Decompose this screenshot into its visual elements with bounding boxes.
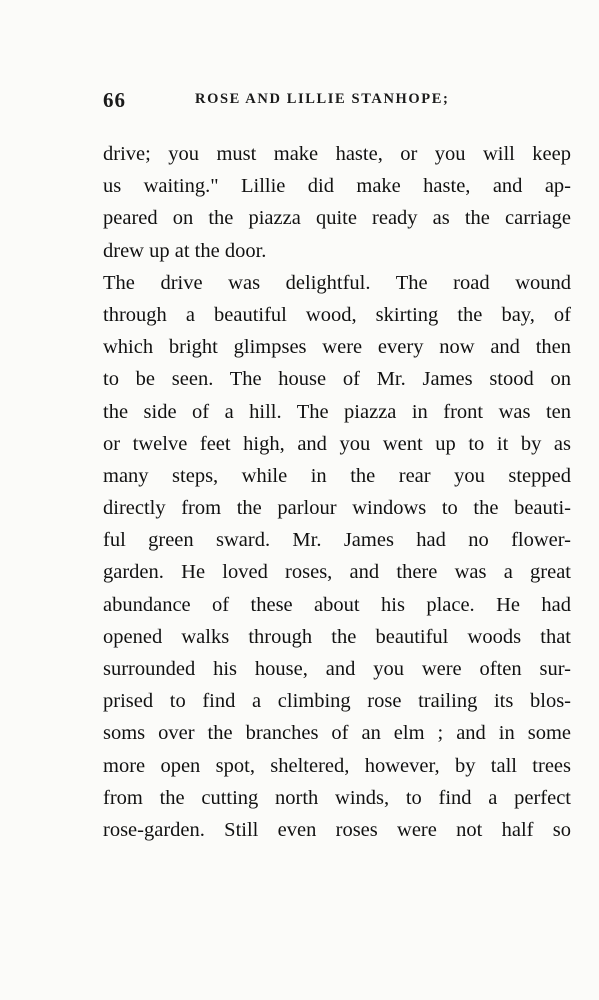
text-line: rose-garden. Still even roses were not half so	[103, 818, 571, 841]
text-line: drew up at the door.	[103, 239, 267, 262]
text-line: drive; you must make haste, or you will keep	[103, 143, 571, 165]
text-line: The drive was delightful. The road wound	[103, 271, 571, 294]
text-line: more open spot, sheltered, however, by tall trees	[103, 754, 571, 777]
running-head	[103, 88, 571, 112]
text-line: opened walks through the beautiful woods that	[103, 625, 571, 648]
text-line: the side of a hill. The piazza in front was ten	[103, 400, 571, 423]
text-line: us waiting." Lillie did make haste, and ap-	[103, 175, 571, 198]
paragraph-1	[103, 138, 571, 267]
running-title: ROSE AND LILLIE STANHOPE;	[195, 91, 450, 107]
text-line: garden. He loved roses, and there was a great	[103, 561, 571, 584]
text-line: soms over the branches of an elm ; and in some	[103, 722, 571, 745]
text-line: from the cutting north winds, to find a perfect	[103, 786, 571, 809]
text-line: through a beautiful wood, skirting the bay, of	[103, 303, 571, 326]
paragraph-2	[103, 267, 571, 846]
page-number: 66	[103, 88, 126, 112]
text-line: directly from the parlour windows to the beauti-	[103, 497, 571, 520]
text-line: prised to find a climbing rose trailing its blos-	[103, 690, 571, 713]
body-text	[103, 138, 571, 846]
text-line: many steps, while in the rear you stepped	[103, 464, 571, 487]
text-line: abundance of these about his place. He had	[103, 593, 571, 616]
text-line: which bright glimpses were every now and then	[103, 336, 571, 359]
text-line: peared on the piazza quite ready as the carriage	[103, 207, 571, 230]
text-line: ful green sward. Mr. James had no flower-	[103, 529, 571, 552]
text-line: to be seen. The house of Mr. James stood on	[103, 368, 571, 391]
text-line: surrounded his house, and you were often sur-	[103, 658, 571, 680]
text-line: or twelve feet high, and you went up to it by as	[103, 432, 571, 455]
